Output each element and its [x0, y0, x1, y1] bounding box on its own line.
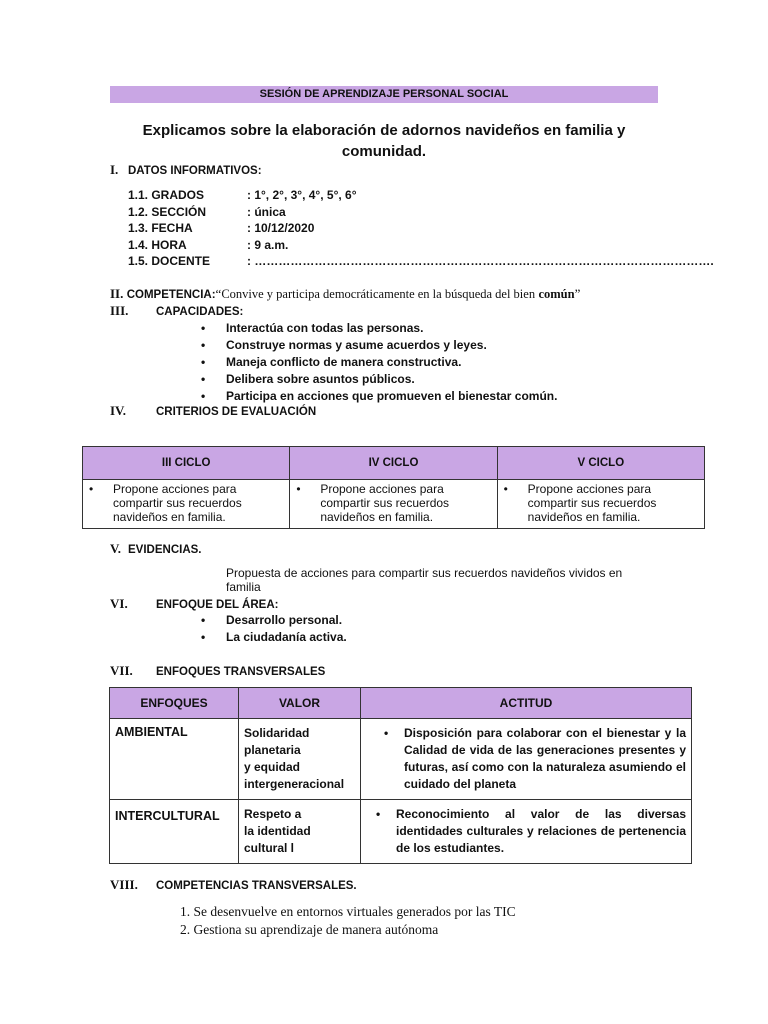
section-label: ENFOQUES TRANSVERSALES [156, 666, 326, 678]
section-label: DATOS INFORMATIVOS: [128, 165, 262, 177]
table-cell: Respeto a la identidad cultural l [239, 800, 361, 864]
section-capacidades [110, 303, 243, 319]
capacidades-list [201, 320, 557, 405]
section-enfoque-area [110, 596, 278, 612]
table-cell: • Disposición para colaborar con el bienestar y la Calidad de vida de las generaciones presentes y futuras, así como con la naturaleza asumiendo el cuidado del planeta [361, 719, 692, 800]
section-competencias-transversales [110, 877, 357, 893]
bullet-icon: • [296, 482, 301, 496]
bullet-icon: • [376, 807, 381, 821]
section-number: V. [110, 541, 121, 556]
section-number: III. [110, 303, 129, 318]
column-header: IV CICLO [290, 447, 497, 480]
section-number: I. [110, 162, 119, 177]
section-enfoques-transversales [110, 663, 325, 679]
quote-open: “ [215, 286, 222, 301]
list-item: • Desarrollo personal. [201, 612, 347, 629]
table-cell: • Propone acciones para compartir sus recuerdos navideños en familia. [497, 480, 704, 529]
section-label: EVIDENCIAS. [128, 544, 202, 556]
section-number: VII. [110, 663, 133, 678]
list-item: 2. Gestiona su aprendizaje de manera autónoma [180, 922, 439, 937]
section-number: IV. [110, 403, 127, 418]
datos-list [128, 188, 714, 271]
quote-close: ” [574, 286, 581, 301]
list-item: • Participa en acciones que promueven el bienestar común. [201, 388, 557, 405]
section-label: CRITERIOS DE EVALUACIÓN [156, 406, 317, 418]
list-item: • Delibera sobre asuntos públicos. [201, 371, 557, 388]
table-header-row [83, 447, 705, 480]
list-item: • Maneja conflicto de manera constructiva. [201, 354, 557, 371]
section-number: II. [110, 286, 124, 301]
enfoque-area-list [201, 612, 347, 646]
page-title [110, 120, 658, 162]
section-label: COMPETENCIA: [126, 289, 216, 301]
datos-row: 1.3. FECHA : 10/12/2020 [128, 221, 315, 235]
evidencia-text: Propuesta de acciones para compartir sus recuerdos navideños vividos en familia [226, 566, 623, 594]
column-header: ACTITUD [361, 688, 692, 719]
bullet-icon: • [89, 482, 94, 496]
competencia-bold: común [538, 287, 575, 301]
datos-row: 1.2. SECCIÓN : única [128, 204, 286, 219]
bullet-icon: • [384, 726, 389, 740]
list-item: • Interactúa con todas las personas. [201, 320, 557, 337]
section-competencia [110, 286, 580, 302]
table-cell: AMBIENTAL [110, 719, 239, 800]
column-header: III CICLO [83, 447, 290, 480]
criterios-table [82, 446, 705, 529]
header-bar: SESIÓN DE APRENDIZAJE PERSONAL SOCIAL [110, 86, 658, 103]
datos-row: 1.1. GRADOS : 1°, 2°, 3°, 4°, 5°, 6° [128, 188, 357, 202]
enfoques-table [109, 687, 692, 864]
table-cell: • Propone acciones para compartir sus recuerdos navideños en familia. [83, 480, 290, 529]
section-datos-informativos [110, 162, 262, 178]
section-criterios [110, 403, 316, 419]
table-header-row [110, 688, 692, 719]
section-label: COMPETENCIAS TRANSVERSALES. [156, 880, 357, 892]
section-number: VI. [110, 596, 128, 611]
datos-row: 1.4. HORA : 9 a.m. [128, 237, 289, 252]
section-evidencias [110, 541, 202, 557]
column-header: VALOR [239, 688, 361, 719]
table-cell: • Propone acciones para compartir sus recuerdos navideños en familia. [290, 480, 497, 529]
title-line-2: comunidad. [341, 143, 427, 160]
list-item: 1. Se desenvuelve en entornos virtuales generados por las TIC [180, 904, 516, 919]
list-item: • La ciudadanía activa. [201, 629, 347, 646]
competencia-text: Convive y participa democráticamente en la búsqueda del bien [221, 287, 536, 301]
section-number: VIII. [110, 877, 138, 892]
table-row [110, 719, 692, 800]
section-label: ENFOQUE DEL ÁREA: [156, 599, 279, 611]
table-row [110, 800, 692, 864]
bullet-icon: • [503, 482, 508, 496]
table-row [83, 480, 705, 529]
datos-row: 1.5. DOCENTE : ……………………………………………………………………………………………………. [128, 254, 714, 268]
column-header: ENFOQUES [110, 688, 239, 719]
competencias-list [180, 903, 516, 939]
list-item: • Construye normas y asume acuerdos y leyes. [201, 337, 557, 354]
table-cell: Solidaridad planetaria y equidad intergeneracional [239, 719, 361, 800]
section-label: CAPACIDADES: [156, 306, 244, 318]
column-header: V CICLO [497, 447, 704, 480]
table-cell: • Reconocimiento al valor de las diversas identidades culturales y relaciones de pertenencia de los estudiantes. [361, 800, 692, 864]
title-line-1: Explicamos sobre la elaboración de adornos navideños en familia y [142, 122, 626, 139]
table-cell: INTERCULTURAL [110, 800, 239, 864]
